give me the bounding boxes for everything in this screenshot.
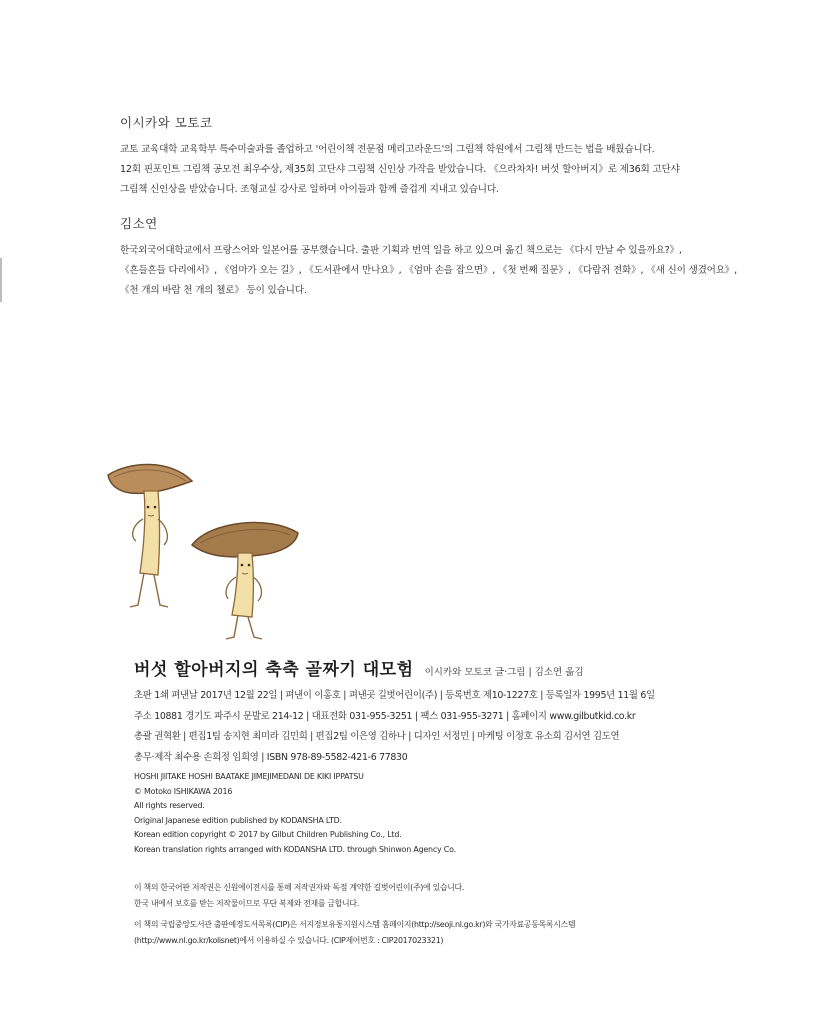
author-bio-line: 그림책 신인상을 받았습니다. 조형교실 강사로 일하며 아이들과 함께 즐겁게 지내고 있습니다. [120,184,499,195]
page-edge-mark [0,258,2,302]
copyright-line: © Motoko ISHIKAWA 2016 [134,786,233,796]
copyright-notice [134,770,754,858]
book-credit: 이시카와 모토코 글·그림 | 김소연 옮김 [424,667,584,678]
publication-info [134,686,754,768]
book-title: 버섯 할아버지의 축축 골짜기 대모험 [134,660,414,680]
translator-bio-line: 한국외국어대학교에서 프랑스어와 일본어를 공부했습니다. 출판 기획과 번역 일을 하고 있으며 옮긴 책으로는 《다시 만날 수 있을까요?》, [120,245,682,256]
publication-line: 총무·제작 최수용 손희정 임희영 | ISBN 978-89-5582-421-6 77830 [134,751,408,763]
rights-notice-line: 이 책의 한국어판 저작권은 신원에이전시를 통해 저작권자와 독점 계약한 길벗어린이(주)에 있습니다. [134,883,465,892]
translator-bio-line: 《흔들흔들 다리에서》, 《엄마가 오는 길》, 《도서관에서 만나요》, 《엄마 손을 잡으면》, 《첫 번째 질문》, 《다람쥐 전화》, 《새 신이 생겼어요》, [120,265,738,276]
publication-line: 주소 10881 경기도 파주시 문발로 214-12 | 대표전화 031-955-3251 | 팩스 031-955-3271 | 홈페이지 www.gilbutkid.co.kr [134,710,636,722]
author-bio-line: 교토 교육대학 교육학부 특수미술과를 졸업하고 '어린이책 전문점 메리고라운드'의 그림책 학원에서 그림책 만드는 법을 배웠습니다. [120,144,655,155]
mushroom-grandpa-figure [108,464,192,607]
author-name: 이시카와 모토코 [120,115,213,130]
copyright-line: Korean edition copyright © 2017 by Gilbut Children Publishing Co., Ltd. [134,830,402,840]
author-bio-line: 12회 핀포인트 그림책 공모전 최우수상, 제35회 고단샤 그림책 신인상 가작을 받았습니다. 《으라차차! 버섯 할아버지》로 제36회 고단샤 [120,164,680,175]
cip-notice [134,917,774,948]
mushroom-grandma-figure [192,523,298,639]
copyright-line: Original Japanese edition published by KODANSHA LTD. [134,815,342,825]
mushroom-grandparents-illustration [100,455,310,645]
cip-line: (http://www.nl.go.kr/kolisnet)에서 이용하실 수 있습니다. (CIP제어번호 : CIP2017023321) [134,935,444,945]
translator-bio [120,214,740,301]
cip-line: 이 책의 국립중앙도서관 출판예정도서목록(CIP)은 서지정보유통지원시스템 홈페이지(http://seoji.nl.go.kr)와 국가자료공동목록시스템 [134,920,576,929]
translator-name: 김소연 [120,216,158,231]
copyright-line: HOSHI JIITAKE HOSHI BAATAKE JIMEJIMEDANI DE KIKI IPPATSU [134,772,364,781]
copyright-line: Korean translation rights arranged with KODANSHA LTD. through Shinwon Agency Co. [134,844,456,854]
author-bio [120,113,740,200]
publication-line: 총괄 권혁환 | 편집1팀 송지현 최미라 김민희 | 편집2팀 이은영 김하나 | 디자인 서정민 | 마케팅 이정호 유소희 김서연 김도연 [134,731,620,742]
publication-line: 초판 1쇄 펴낸날 2017년 12월 22일 | 펴낸이 이홍호 | 펴낸곳 길벗어린이(주) | 등록번호 제10-1227호 | 등록일자 1995년 11월 6일 [134,690,655,701]
copyright-line: All rights reserved. [134,801,205,811]
rights-notice-line: 한국 내에서 보호를 받는 저작물이므로 무단 복제와 전재를 금합니다. [134,898,359,908]
rights-notice [134,880,754,911]
book-title-row [134,655,754,681]
translator-bio-line: 《천 개의 바람 천 개의 첼로》 등이 있습니다. [120,285,307,296]
